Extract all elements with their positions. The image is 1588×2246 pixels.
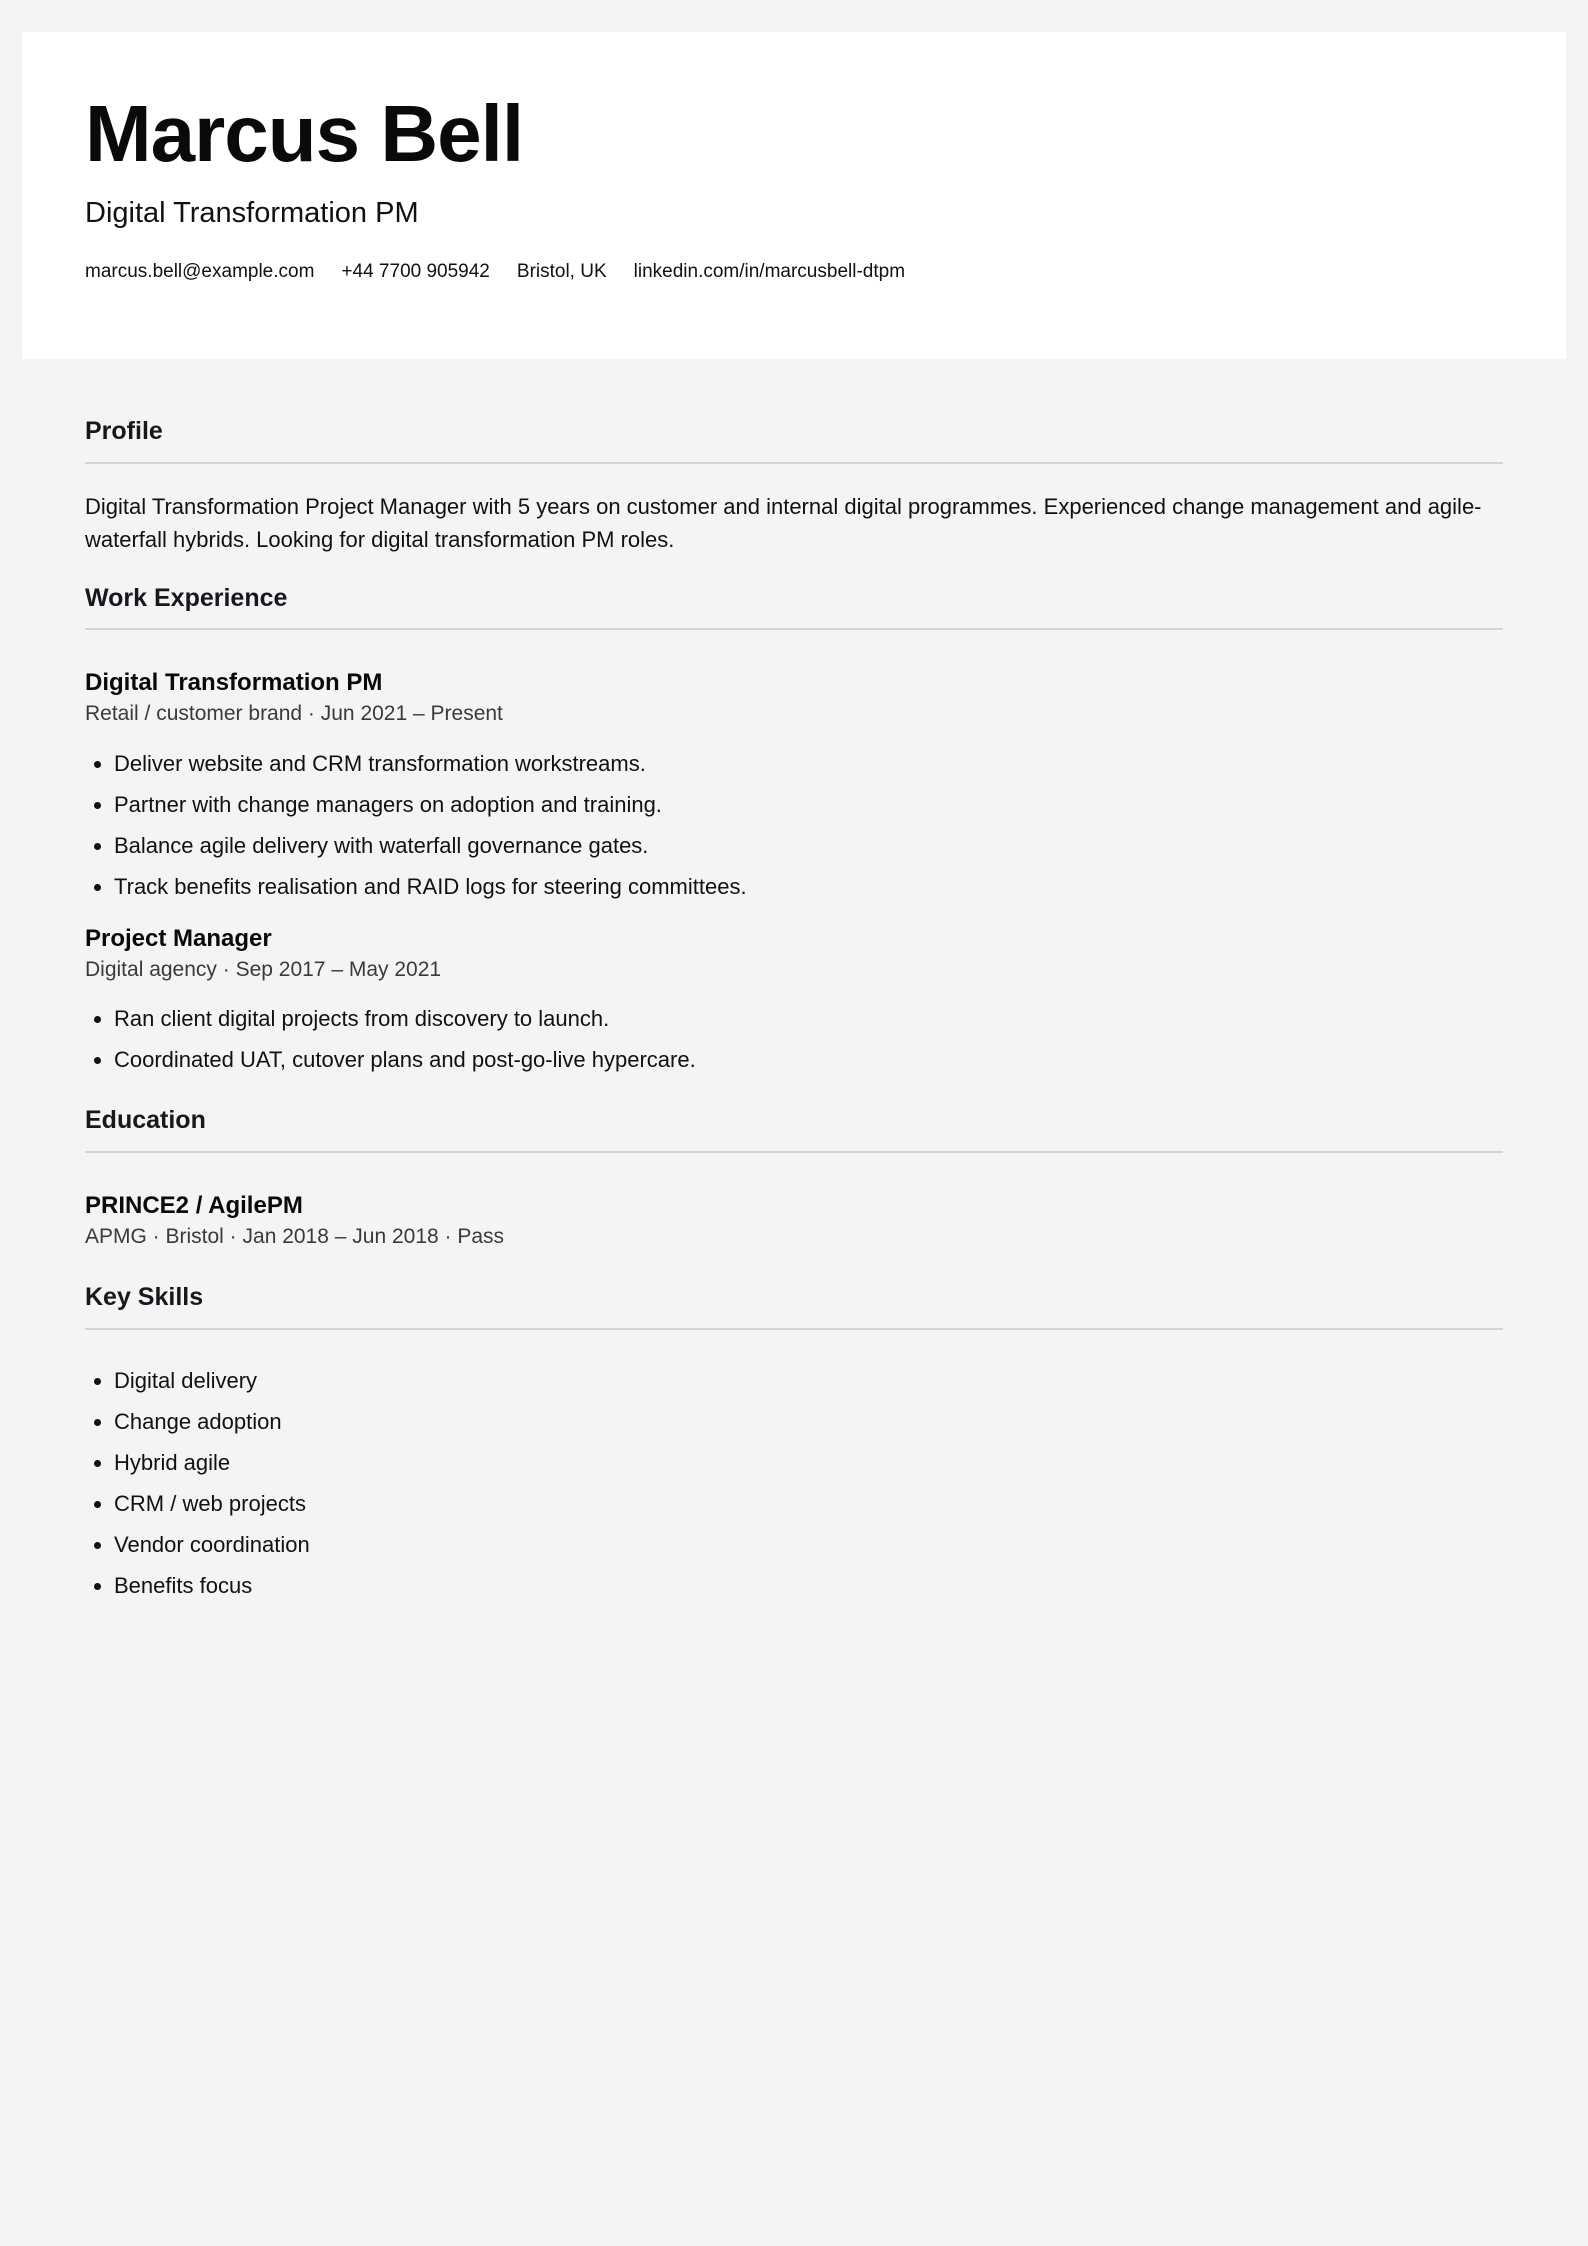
profile-summary: Digital Transformation Project Manager with 5 years on customer and internal digital programmes. Experienced change management and agile-waterfall hybrids. Looking for digital transformation PM roles. [85, 493, 1482, 552]
education-title: PRINCE2 / AgilePM [85, 1191, 303, 1219]
education-meta: APMG · Bristol · Jan 2018 – Jun 2018 · Pass [85, 1224, 505, 1248]
job-entry [85, 923, 1503, 1081]
resume-body [85, 395, 1503, 1606]
skill-item: • Change adoption [114, 1401, 1503, 1442]
contact-location: Bristol, UK [516, 261, 607, 282]
profile-section [85, 415, 1503, 556]
job-bullet: • Coordinated UAT, cutover plans and post-go-live hypercare. [114, 1039, 1503, 1080]
key-skills-section [85, 1281, 1503, 1606]
skill-item: • CRM / web projects [114, 1483, 1503, 1524]
section-divider [85, 462, 1503, 464]
profile-heading: Profile [85, 417, 163, 445]
section-divider [85, 1328, 1503, 1330]
job-bullet: • Track benefits realisation and RAID logs for steering committees. [114, 866, 1503, 907]
job-bullets [85, 998, 1503, 1080]
job-meta: Retail / customer brand · Jun 2021 – Present [85, 702, 503, 726]
candidate-headline: Digital Transformation PM [85, 197, 419, 229]
job-bullets [85, 743, 1503, 907]
job-bullet: • Ran client digital projects from discovery to launch. [114, 998, 1503, 1039]
skill-item: • Hybrid agile [114, 1442, 1503, 1483]
contact-email[interactable]: marcus.bell@example.com [85, 261, 315, 282]
job-bullet: • Partner with change managers on adoption and training. [114, 784, 1503, 825]
section-divider [85, 1151, 1503, 1153]
contact-phone[interactable]: +44 7700 905942 [341, 261, 490, 282]
job-meta: Digital agency · Sep 2017 – May 2021 [85, 957, 442, 981]
job-entry [85, 667, 1503, 907]
key-skills-heading: Key Skills [85, 1283, 204, 1312]
job-title: Project Manager [85, 924, 272, 952]
skills-list [85, 1360, 1503, 1606]
job-title: Digital Transformation PM [85, 669, 383, 696]
education-heading: Education [85, 1106, 206, 1135]
section-divider [85, 628, 1503, 630]
resume-header [22, 32, 1566, 359]
contact-linkedin[interactable]: linkedin.com/in/marcusbell-dtpm [633, 261, 906, 282]
job-bullet: • Deliver website and CRM transformation workstreams. [114, 743, 1503, 784]
candidate-name: Marcus Bell [85, 89, 524, 178]
education-section [85, 1104, 1503, 1251]
job-bullet: • Balance agile delivery with waterfall governance gates. [114, 825, 1503, 866]
skill-item: • Digital delivery [114, 1360, 1503, 1401]
contact-line [85, 260, 905, 285]
skill-item: • Benefits focus [114, 1565, 1503, 1606]
work-experience-heading: Work Experience [85, 583, 288, 612]
education-entry [85, 1190, 1503, 1252]
work-experience-section [85, 582, 1503, 1081]
skill-item: • Vendor coordination [114, 1524, 1503, 1565]
